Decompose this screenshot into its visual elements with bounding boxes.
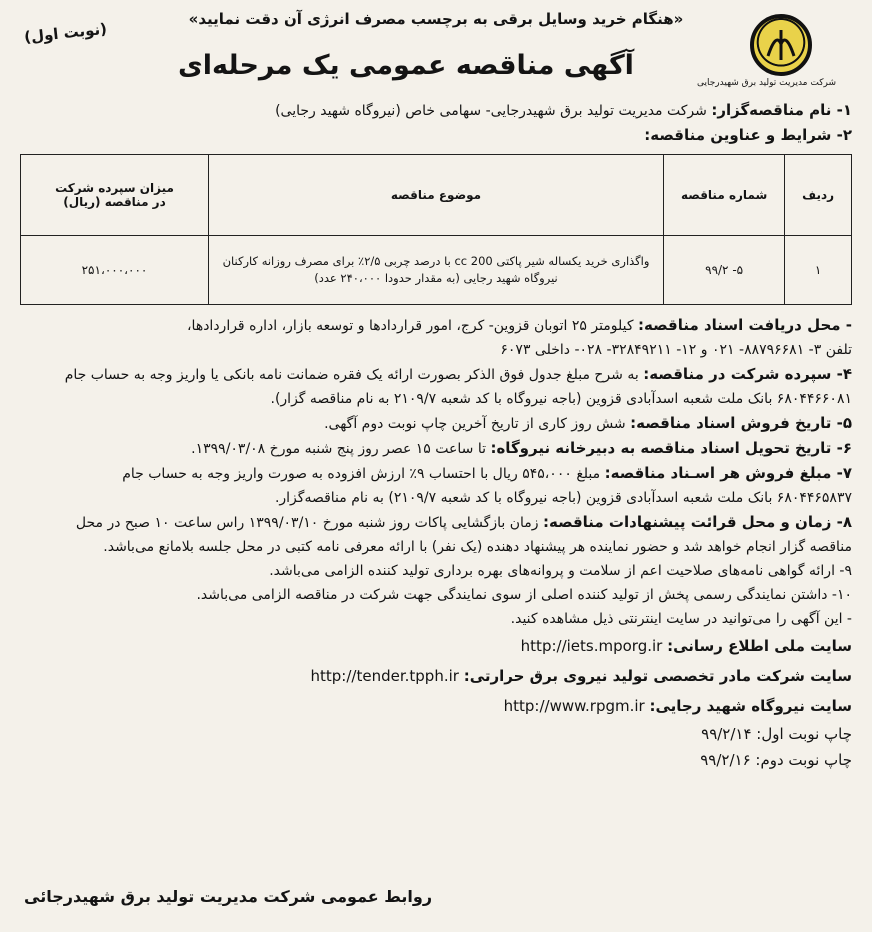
section-10: ۱۰- داشتن نمایندگی رسمی پخش از تولید کننده اصلی از سوی نمایندگی جهت شرکت در مناقصه الزامی می‌باشد.	[196, 587, 852, 603]
section-5-label: ۵- تاریخ فروش اسناد مناقصه:	[630, 414, 852, 432]
header-subject: موضوع مناقصه	[208, 155, 663, 236]
section-7-label: ۷- مبلغ فروش هر اسـناد مناقصه:	[604, 464, 852, 482]
section-1-label: ۱- نام مناقصه‌گزار:	[711, 101, 852, 119]
logo-emblem-icon	[750, 14, 812, 76]
header-deposit-line2: در مناقصه (ریال)	[63, 195, 166, 209]
section-6-text: تا ساعت ۱۵ عصر روز پنج شنبه مورخ ۱۳۹۹/۰۳/۰۸.	[191, 441, 486, 457]
section-7-text: مبلغ ۵۴۵،۰۰۰ ریال با احتساب ۹٪ ارزش افزوده به صورت واریز وجه به حساب جام	[122, 466, 601, 482]
table-row	[21, 236, 852, 305]
header-index: ردیف	[785, 155, 852, 236]
header	[20, 8, 852, 98]
site-power-plant-label: سایت نیروگاه شهید رجایی:	[649, 697, 852, 715]
table-header-row	[21, 155, 852, 236]
row-subject	[208, 236, 663, 305]
row-deposit: ۲۵۱،۰۰۰،۰۰۰	[21, 236, 209, 305]
section-4	[20, 362, 852, 387]
section-6-label: ۶- تاریخ تحویل اسناد مناقصه به دبیرخانه نیروگاه:	[490, 439, 852, 457]
section-5	[20, 411, 852, 436]
header-deposit	[21, 155, 209, 236]
section-8	[20, 510, 852, 535]
section-4-text: به شرح مبلغ جدول فوق الذکر بصورت ارائه یک فقره ضمانت نامه بانکی یا واریز وجه به حساب جام	[64, 367, 639, 383]
site-power-plant	[20, 691, 852, 721]
logo-company-name: شرکت مدیریت تولید برق شهیدرجایی	[696, 78, 836, 88]
page-title: آگهی مناقصه عمومی یک مرحله‌ای	[178, 50, 634, 81]
row-subject-line2: نیروگاه شهید رجایی (به مقدار حدودا ۲۴۰،۰۰۰ عدد)	[314, 271, 558, 285]
section-2	[20, 123, 852, 148]
print-date-first: چاپ نوبت اول: ۹۹/۲/۱۴	[701, 725, 852, 743]
section-8-continued: مناقصه گزار انجام خواهد شد و حضور نماینده هر پیشنهاد دهنده (یک نفر) با ارائه معرفی نامه کتبی در محل جلسه بلامانع می‌باشد.	[103, 539, 852, 555]
row-index: ۱	[785, 236, 852, 305]
section-9: ۹- ارائه گواهی نامه‌های صلاحیت اعم از سلامت و پروانه‌های بهره برداری تولید کننده الزامی می‌باشد.	[269, 563, 852, 579]
public-relations-signature: روابط عمومی شرکت مدیریت تولید برق شهیدرجائی	[24, 887, 433, 906]
section-1	[20, 98, 852, 123]
section-7	[20, 461, 852, 486]
round-badge: (نوبت اول)	[23, 19, 108, 47]
section-2-label: ۲- شرایط و عناوین مناقصه:	[644, 126, 852, 144]
section-5-text: شش روز کاری از تاریخ آخرین چاپ نوبت دوم آگهی.	[324, 416, 626, 432]
section-7-account: ۶۸۰۴۴۶۵۸۳۷ بانک ملت شعبه اسدآبادی قزوین (باجه نیروگاه با کد شعبه ۲۱۰۹/۷) به نام مناقصه‌گزار.	[274, 490, 852, 506]
site-national-label: سایت ملی اطلاع رسانی:	[667, 637, 852, 655]
company-logo	[696, 14, 836, 88]
tender-table	[20, 154, 852, 305]
site-parent-company-link[interactable]: http://tender.tpph.ir	[310, 667, 459, 685]
section-4-account: ۶۸۰۴۴۶۶۰۸۱ بانک ملت شعبه اسدآبادی قزوین (باجه نیروگاه با کد شعبه ۲۱۰۹/۷ به نام مناقصه گزار).	[270, 391, 852, 407]
section-3-text: کیلومتر ۲۵ اتوبان قزوین- کرج، امور قراردادها و توسعه بازار، اداره قراردادها،	[187, 318, 634, 334]
print-date-second: چاپ نوبت دوم: ۹۹/۲/۱۶	[700, 751, 852, 769]
site-power-plant-link[interactable]: http://www.rpgm.ir	[503, 697, 645, 715]
site-national	[20, 631, 852, 661]
section-6	[20, 436, 852, 461]
header-number: شماره مناقصه	[664, 155, 785, 236]
section-8-text: زمان بازگشایی پاکات روز شنبه مورخ ۱۳۹۹/۰۳/۱۰ راس ساعت ۱۰ صبح در محل	[75, 515, 539, 531]
section-4-label: ۴- سپرده شرکت در مناقصه:	[643, 365, 852, 383]
website-note: - این آگهی را می‌توانید در سایت اینترنتی ذیل مشاهده کنید.	[510, 611, 852, 627]
row-number: ۵- ۹۹/۲	[664, 236, 785, 305]
section-3	[20, 313, 852, 338]
site-national-link[interactable]: http://iets.mporg.ir	[520, 637, 663, 655]
site-parent-company-label: سایت شرکت مادر تخصصی تولید نیروی برق حرارتی:	[463, 667, 852, 685]
section-1-text: شرکت مدیریت تولید برق شهیدرجایی- سهامی خاص (نیروگاه شهید رجایی)	[275, 103, 707, 119]
header-deposit-line1: میزان سپرده شرکت	[55, 181, 174, 195]
section-8-label: ۸- زمان و محل قرائت پیشنهادات مناقصه:	[542, 513, 852, 531]
energy-label-notice: «هنگام خرید وسایل برقی به برچسب مصرف انرژی آن دقت نمایید»	[188, 10, 684, 28]
website-list	[20, 631, 852, 721]
section-3-phone: تلفن ۳- ۸۸۷۹۶۶۸۱- ۰۲۱ و ۱۲- ۳۲۸۴۹۲۱۱- ۰۲۸- داخلی ۶۰۷۳	[500, 342, 852, 358]
row-subject-line1: واگذاری خرید یکساله شیر پاکتی 200 cc با درصد چربی ۲/۵٪ برای مصرف روزانه کارکنان	[222, 254, 650, 268]
site-parent-company	[20, 661, 852, 691]
section-3-label: - محل دریافت اسناد مناقصه:	[638, 316, 852, 334]
